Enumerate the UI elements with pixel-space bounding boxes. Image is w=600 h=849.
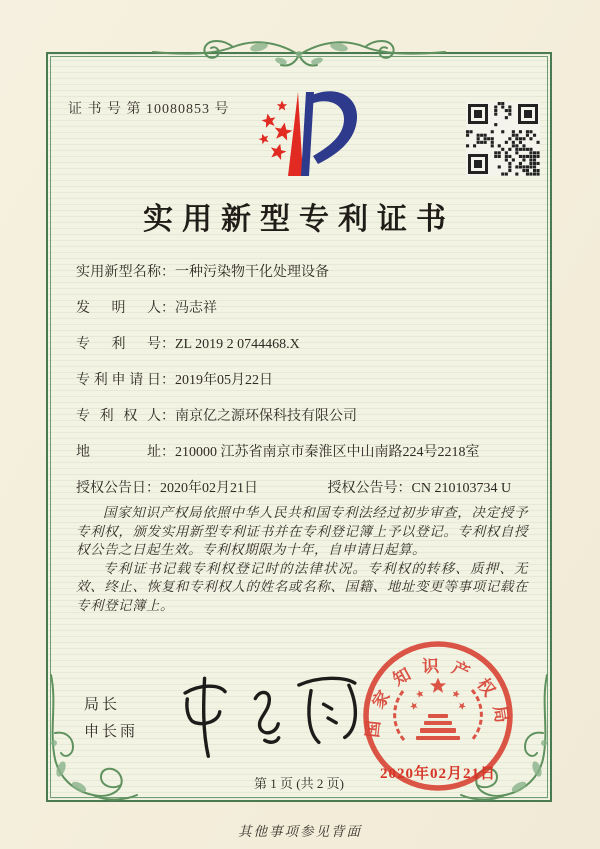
colon: ： [161,373,175,388]
colon: ： [161,301,175,316]
legal-paragraph-2: 专利证书记载专利权登记时的法律状况。专利权的转移、质押、无效、终止、恢复和专利权人的姓名或名称、国籍、地址变更等事项记载在专利登记簿上。 [76,560,528,613]
field-value: 一种污染物干化处理设备 [175,265,329,280]
field-patent-number [76,334,534,355]
field-address [76,442,534,463]
cnipa-patent-logo-icon [240,84,360,184]
field-value: 2020年02月21日 [160,481,258,496]
field-label: 专利权人 [76,409,161,424]
colon: ： [397,481,412,496]
qr-code [466,102,540,176]
colon: ： [146,481,160,496]
field-label: 专利申请日 [76,373,161,388]
field-label: 实用新型名称 [76,265,161,280]
field-application-date [76,370,534,391]
director-name: 申长雨 [84,724,139,740]
field-patentee [76,406,534,427]
field-label: 地址 [76,445,161,460]
colon: ： [161,445,175,460]
top-border-flourish-ornament [149,31,449,77]
national-emblem-icon [395,678,482,741]
legal-text [76,504,528,616]
field-value: 南京亿之源环保科技有限公司 [175,409,357,424]
legal-paragraph-1: 国家知识产权局依照中华人民共和国专利法经过初步审查，决定授予专利权，颁发实用新型专利证书并在专利登记簿上予以登记。专利权自授权公告之日起生效。专利权期限为十年，自申请日起算。 [76,505,528,558]
field-label: 发明人 [76,301,161,316]
certificate-frame [46,52,552,802]
director-title: 局长 [84,697,121,713]
seal-date: 2020年02月21日 [379,766,496,782]
field-inventor [76,298,534,319]
director-block [84,692,138,746]
colon: ： [161,265,175,280]
field-value: CN 210103734 U [411,481,512,496]
field-label: 授权公告号 [327,481,398,496]
field-value: 冯志祥 [175,301,217,316]
field-label: 授权公告日 [76,481,146,496]
field-grant-number [328,478,512,499]
seal-text: 国家知识产权局 [362,656,514,739]
certificate-number: 证 书 号 第 10080853 号 [68,102,230,117]
field-grant-row [76,478,534,499]
field-grant-date [76,478,324,499]
field-value: ZL 2019 2 0744468.X [175,337,300,352]
certificate-title: 实用新型专利证书 [143,203,455,236]
field-list [76,262,534,514]
colon: ： [161,337,175,352]
field-utility-model-name [76,262,534,283]
director-signature-icon [158,666,385,770]
back-note: 其他事项参见背面 [238,824,362,839]
field-label: 专利号 [76,337,161,352]
field-value: 2019年05月22日 [175,373,273,388]
field-value: 210000 江苏省南京市秦淮区中山南路224号2218室 [175,445,480,460]
colon: ： [161,409,175,424]
page-number: 第 1 页 (共 2 页) [254,776,344,791]
